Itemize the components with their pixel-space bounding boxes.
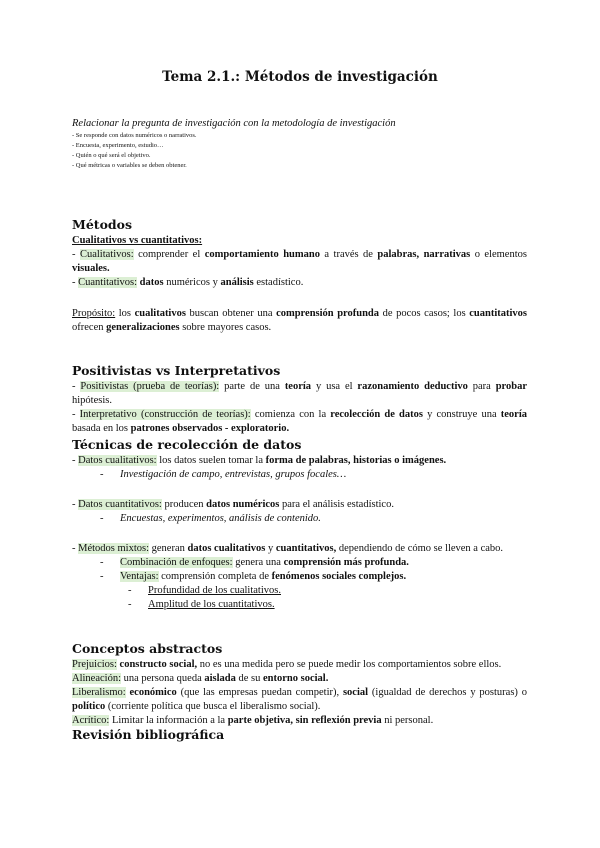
intro-bullet: - Se responde con datos numéricos o narrativos.	[72, 132, 197, 139]
paragraph-datos-cualitativos: - Datos cualitativos: los datos suelen tomar la forma de palabras, historias o imágenes.	[72, 455, 447, 466]
paragraph-metodos-mixtos: - Métodos mixtos: generan datos cualitativos y cuantitativos, dependiendo de cómo se lleven a cabo.	[72, 543, 504, 554]
section-heading-tecnicas: Técnicas de recolección de datos	[72, 437, 302, 452]
section-heading-positivistas: Positivistas vs Interpretativos	[72, 363, 281, 378]
subheading-cualitativos: Cualitativos vs cuantitativos:	[72, 235, 203, 246]
paragraph-liberalismo: Liberalismo: económico (que las empresas puedan competir), social (igualdad de derechos y posturas) o político (corriente política que busca el liberalismo social).	[72, 687, 527, 712]
paragraph-cuantitativos: - Cuantitativos: datos numéricos y análisis estadístico.	[72, 277, 304, 288]
subitem-profundidad: - Profundidad de los cualitativos.	[128, 585, 281, 596]
subitem-datos-cuantitativos: - Encuestas, experimentos, análisis de contenido.	[100, 513, 321, 524]
subitem-combinacion: - Combinación de enfoques: genera una comprensión más profunda.	[100, 557, 409, 568]
section-heading-revision: Revisión bibliográfica	[72, 727, 225, 742]
intro-bullet: - Encuesta, experimento, estudio…	[72, 142, 164, 149]
intro-bullet: - Quién o qué será el objetivo.	[72, 152, 151, 159]
paragraph-alineacion: Alineación: una persona queda aislada de su entorno social.	[72, 673, 329, 684]
paragraph-acritico: Acrítico: Limitar la información a la parte objetiva, sin reflexión previa ni personal.	[72, 715, 434, 726]
paragraph-cualitativos: - Cualitativos: comprender el comportamiento humano a través de palabras, narrativas o elementos visuales.	[72, 249, 527, 274]
subitem-amplitud: - Amplitud de los cuantitativos.	[128, 599, 275, 610]
paragraph-datos-cuantitativos: - Datos cuantitativos: producen datos numéricos para el análisis estadístico.	[72, 499, 394, 510]
paragraph-interpretativo: - Interpretativo (construcción de teorías): comienza con la recolección de datos y construye una teoría basada en los patrones observados - exploratorio.	[72, 409, 528, 434]
intro-subtitle: Relacionar la pregunta de investigación con la metodología de investigación	[72, 118, 396, 129]
subitem-ventajas: - Ventajas: comprensión completa de fenómenos sociales complejos.	[100, 571, 407, 582]
intro-bullet: - Qué métricas o variables se deben obtener.	[72, 162, 187, 169]
section-heading-conceptos: Conceptos abstractos	[72, 641, 223, 656]
subitem-datos-cualitativos: - Investigación de campo, entrevistas, grupos focales…	[100, 469, 347, 480]
paragraph-positivistas: - Positivistas (prueba de teorías): parte de una teoría y usa el razonamiento deductivo para probar hipótesis.	[72, 381, 527, 406]
intro-bullets	[72, 131, 197, 171]
paragraph-proposito: Propósito: los cualitativos buscan obtener una comprensión profunda de pocos casos; los cuantitativos ofrecen generalizaciones sobre mayores casos.	[72, 308, 527, 333]
paragraph-prejuicios: Prejuicios: constructo social, no es una medida pero se puede medir los comportamientos sobre ellos.	[72, 659, 502, 670]
page-title: Tema 2.1.: Métodos de investigación	[162, 69, 438, 85]
section-heading-metodos: Métodos	[72, 217, 133, 232]
